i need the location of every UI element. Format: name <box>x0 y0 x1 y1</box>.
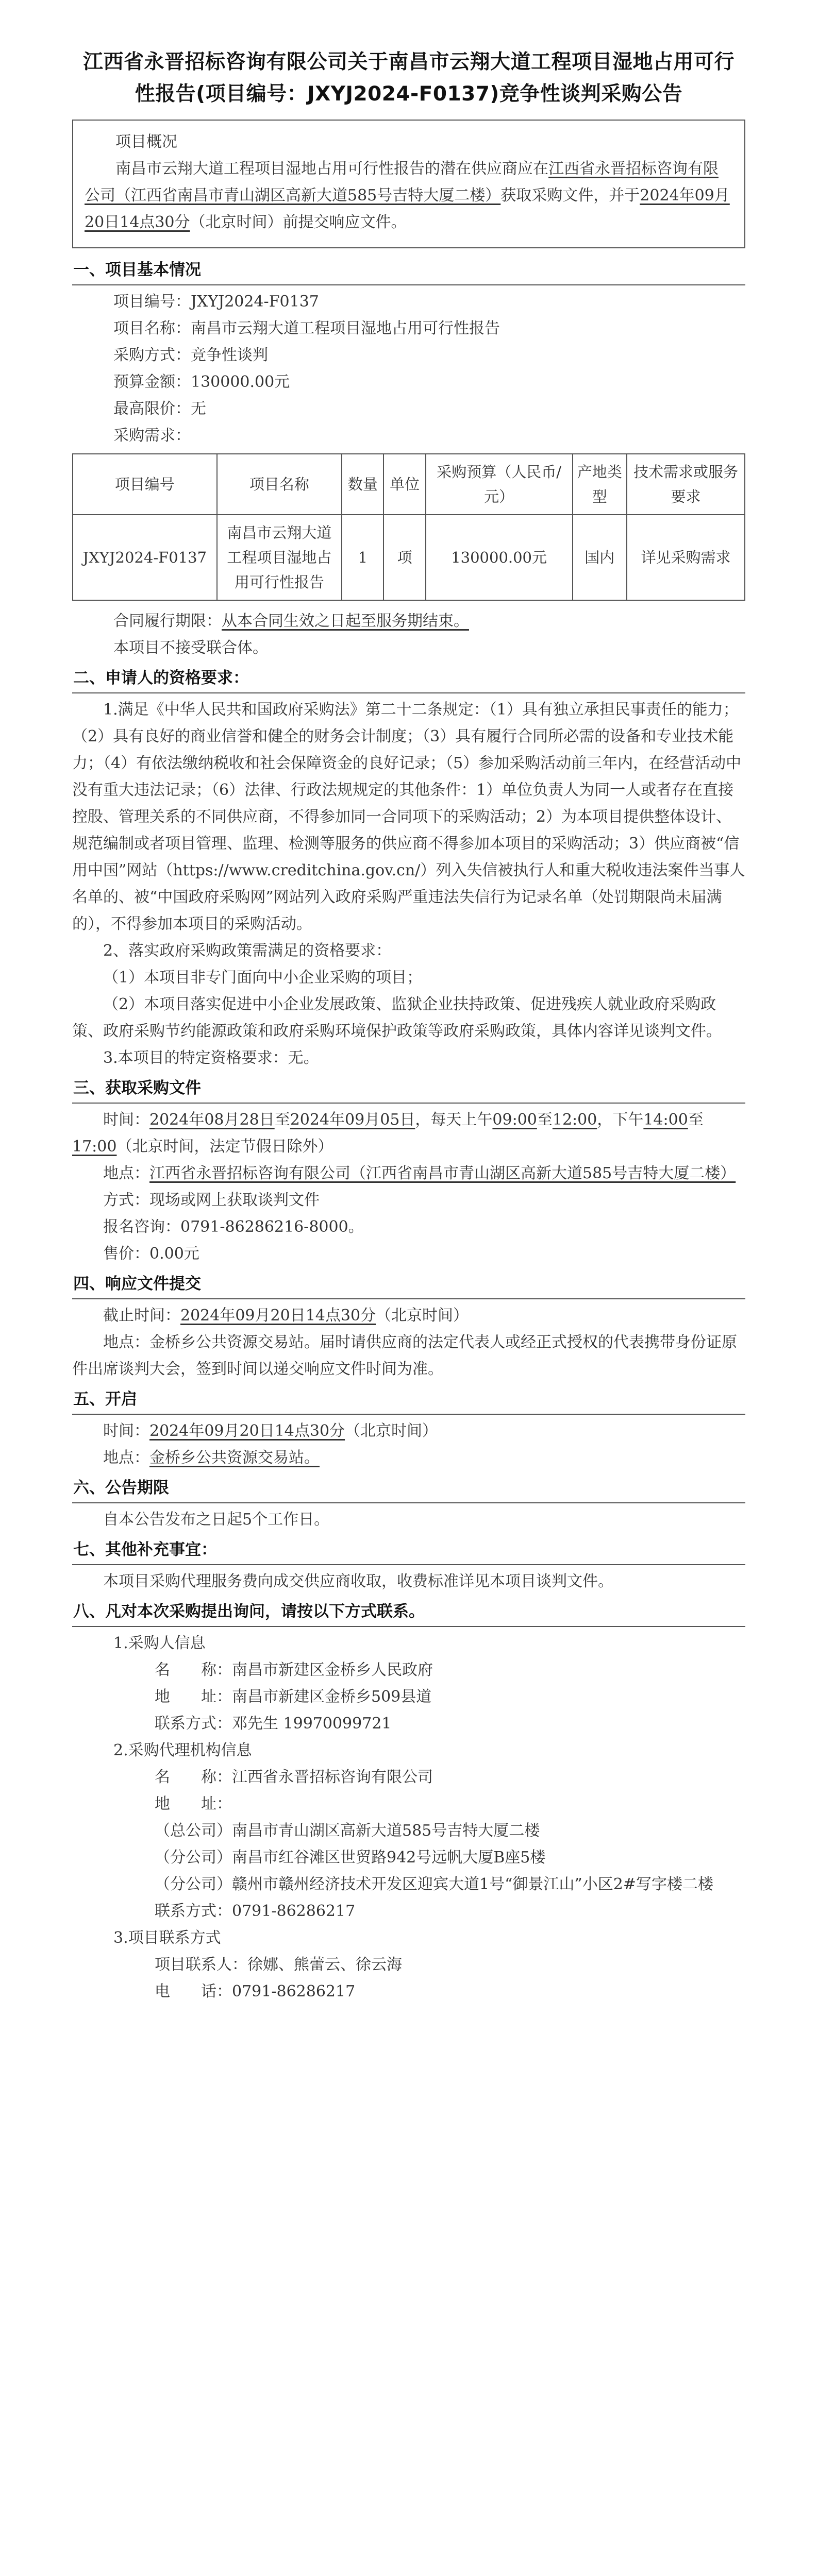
policy-requirements: 2、落实政府采购政策需满足的资格要求： <box>103 942 392 960</box>
notice-period: 自本公告发布之日起5个工作日。 <box>103 1511 330 1529</box>
agency-name: 名 称：江西省永晋招标咨询有限公司 <box>155 1768 433 1786</box>
submission-place: 地点：金桥乡公共资源交易站。届时请供应商的法定代表人或经正式授权的代表携带身份证原件出席谈判大会，签到时间以递交响应文件时间为准。 <box>72 1333 737 1378</box>
overview-deadline: 2024年09月20日14点30分 <box>85 187 730 231</box>
section-heading-contact: 八、凡对本次采购提出询问，请按以下方式联系。 <box>72 1597 745 1627</box>
table-header: 项目名称 <box>217 454 342 515</box>
procurement-needs-label: 采购需求： <box>113 427 191 445</box>
agency-info-heading: 2.采购代理机构信息 <box>113 1741 252 1759</box>
project-contact-phone: 电 话：0791-86286217 <box>155 1982 356 2001</box>
table-header: 项目编号 <box>73 454 217 515</box>
procurement-method: 采购方式：竞争性谈判 <box>113 346 268 364</box>
opening-place: 地点：金桥乡公共资源交易站。 <box>103 1449 320 1467</box>
project-overview-box <box>72 120 745 248</box>
section-heading-notice-period: 六、公告期限 <box>72 1473 745 1503</box>
obtain-place: 地点：江西省永晋招标咨询有限公司（江西省南昌市青山湖区高新大道585号吉特大厦二楼） <box>103 1164 736 1182</box>
registration-consult: 报名咨询：0791-86286216-8000。 <box>103 1218 364 1236</box>
section-heading-submission: 四、响应文件提交 <box>72 1269 745 1299</box>
project-number: 项目编号：JXYJ2024-F0137 <box>113 293 319 311</box>
agency-contact: 联系方式：0791-86286217 <box>155 1902 356 1920</box>
buyer-contact: 联系方式：邓先生 19970099721 <box>155 1715 392 1733</box>
table-cell: 国内 <box>573 515 627 600</box>
other-matters: 本项目采购代理服务费向成交供应商收取，收费标准详见本项目谈判文件。 <box>103 1572 613 1590</box>
obtain-time: 时间：2024年08月28日至2024年09月05日，每天上午09:00至12:00，下午14:00至17:00（北京时间，法定节假日除外） <box>72 1111 704 1156</box>
obtain-method: 方式：现场或网上获取谈判文件 <box>103 1191 320 1209</box>
overview-heading: 项目概况 <box>115 133 177 151</box>
buyer-address: 地 址：南昌市新建区金桥乡509县道 <box>155 1688 432 1706</box>
submission-deadline: 截止时间：2024年09月20日14点30分（北京时间） <box>103 1307 469 1325</box>
section-heading-basic-info: 一、项目基本情况 <box>72 256 745 285</box>
section-heading-other-matters: 七、其他补充事宜： <box>72 1535 745 1565</box>
project-name: 项目名称：南昌市云翔大道工程项目湿地占用可行性报告 <box>113 319 500 337</box>
table-cell: 130000.00元 <box>426 515 573 600</box>
project-contact-people: 项目联系人：徐娜、熊蕾云、徐云海 <box>155 1956 402 1974</box>
policy-item-1: （1）本项目非专门面向中小企业采购的项目； <box>103 969 423 987</box>
page-title: 江西省永晋招标咨询有限公司关于南昌市云翔大道工程项目湿地占用可行性报告(项目编号：JXYJ2024-F0137)竞争性谈判采购公告 <box>82 50 734 106</box>
requirements-table <box>72 453 745 601</box>
section-heading-qualifications: 二、申请人的资格要求： <box>72 664 745 693</box>
price-ceiling: 最高限价：无 <box>113 400 206 418</box>
overview-agency: 江西省永晋招标咨询有限公司（江西省南昌市青山湖区高新大道585号吉特大厦二楼） <box>85 160 719 205</box>
table-cell: 详见采购需求 <box>627 515 745 600</box>
table-cell: 南昌市云翔大道工程项目湿地占用可行性报告 <box>217 515 342 600</box>
overview-text: 南昌市云翔大道工程项目湿地占用可行性报告的潜在供应商应在江西省永晋招标咨询有限公司（江西省南昌市青山湖区高新大道585号吉特大厦二楼）获取采购文件，并于2024年09月20日14点30分（北京时间）前提交响应文件。 <box>85 160 730 231</box>
consortium-note: 本项目不接受联合体。 <box>113 639 268 657</box>
table-header: 采购预算（人民币/元） <box>426 454 573 515</box>
contract-period: 合同履行期限：从本合同生效之日起至服务期结束。 <box>113 612 469 630</box>
table-header: 单位 <box>383 454 425 515</box>
agency-address-branch-1: （分公司）南昌市红谷滩区世贸路942号远帆大厦B座5楼 <box>155 1849 546 1867</box>
policy-item-2: （2）本项目落实促进中小企业发展政策、监狱企业扶持政策、促进残疾人就业政府采购政策、政府采购节约能源政策和政府采购环境保护政策等政府采购政策，具体内容详见谈判文件。 <box>72 995 722 1040</box>
buyer-info-heading: 1.采购人信息 <box>113 1634 206 1652</box>
table-cell: JXYJ2024-F0137 <box>73 515 217 600</box>
section-heading-opening: 五、开启 <box>72 1385 745 1415</box>
table-header: 产地类型 <box>573 454 627 515</box>
agency-address-label: 地 址： <box>155 1795 232 1813</box>
agency-address-branch-2: （分公司）赣州市赣州经济技术开发区迎宾大道1号“御景江山”小区2#写字楼二楼 <box>155 1875 713 1893</box>
table-header: 数量 <box>342 454 383 515</box>
qualification-paragraph: 1.满足《中华人民共和国政府采购法》第二十二条规定：（1）具有独立承担民事责任的能力；（2）具有良好的商业信誉和健全的财务会计制度；（3）具有履行合同所必需的设备和专业技术能力；（4）有依法缴纳税收和社会保障资金的良好记录；（5）参加采购活动前三年内，在经营活动中没有重大违法记录；（6）法律、行政法规规定的其他条件：1）单位负责人为同一人或者存在直接控股、管理关系的不同供应商，不得参加同一合同项下的采购活动；2）为本项目提供整体设计、规范编制或者项目管理、监理、检测等服务的供应商不得参加本项目的采购活动；3）供应商被“信用中国”网站（https://www.creditchina.gov.cn/）列入失信被执行人和重大税收违法案件当事人名单的、被“中国政府采购网”网站列入政府采购严重违法失信行为记录名单（处罚期限尚未届满的），不得参加本项目的采购活动。 <box>72 701 745 933</box>
budget-amount: 预算金额：130000.00元 <box>113 373 290 391</box>
table-cell: 项 <box>383 515 425 600</box>
document-price: 售价：0.00元 <box>103 1245 199 1263</box>
opening-time: 时间：2024年09月20日14点30分（北京时间） <box>103 1422 438 1440</box>
section-heading-obtain-documents: 三、获取采购文件 <box>72 1074 745 1104</box>
table-header-row <box>73 454 745 515</box>
buyer-name: 名 称：南昌市新建区金桥乡人民政府 <box>155 1661 433 1679</box>
agency-address-hq: （总公司）南昌市青山湖区高新大道585号吉特大厦二楼 <box>155 1822 540 1840</box>
table-row <box>73 515 745 600</box>
specific-requirements: 3.本项目的特定资格要求：无。 <box>103 1049 319 1067</box>
table-header: 技术需求或服务要求 <box>627 454 745 515</box>
project-contact-heading: 3.项目联系方式 <box>113 1929 221 1947</box>
table-cell: 1 <box>342 515 383 600</box>
announcement-page <box>72 46 745 2005</box>
